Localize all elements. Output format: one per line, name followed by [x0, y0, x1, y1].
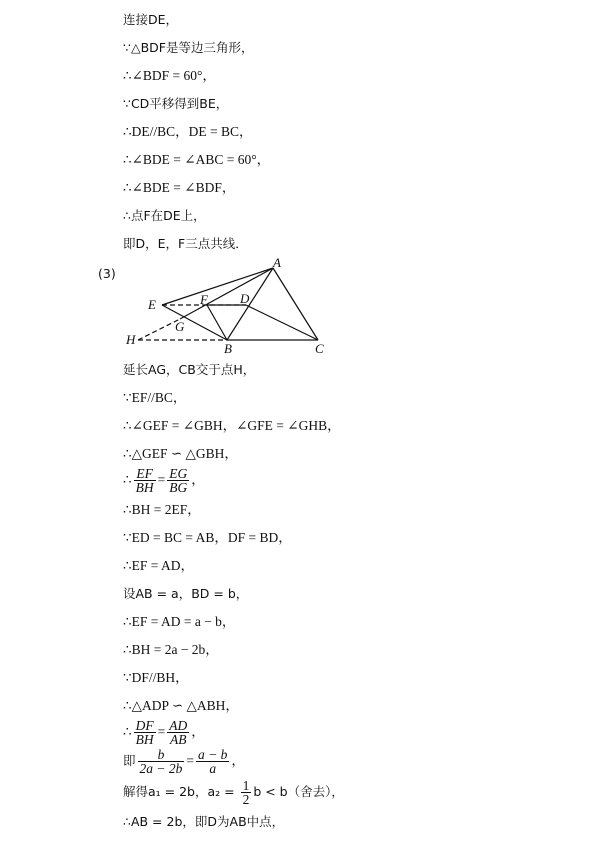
solution-line-fraction: ∴ $\frac{DF}{BH}$ = $\frac{AD}{AB}$ ， — [123, 718, 205, 747]
solution-line: ∵EF//BC， — [123, 390, 187, 405]
point-label-E: E — [148, 297, 156, 312]
part-label: (3) — [98, 266, 116, 281]
geometry-figure — [120, 256, 340, 356]
point-label-F: F — [200, 292, 208, 307]
fraction: $\frac{EF}{BH}$ — [135, 466, 154, 495]
solution-line: ∴∠BDE = ∠BDF， — [123, 180, 236, 195]
solution-line: ∵△BDF是等边三角形， — [123, 40, 254, 55]
solution-line: ∴∠GEF = ∠GBH，∠GFE = ∠GHB， — [123, 418, 341, 433]
solution-line: ∵CD平移得到BE， — [123, 96, 229, 111]
segment-HG-dashed — [138, 319, 180, 340]
solution-line-fraction: 解得a₁ = 2b，a₂ = $\frac{1}{2}$ b < b（舍去）， — [123, 778, 344, 807]
fraction: $\frac{DF}{BH}$ — [135, 718, 154, 747]
solution-line: 连接DE， — [123, 12, 179, 27]
solution-line: ∵DF//BH， — [123, 670, 189, 685]
solution-line: ∴EF = AD， — [123, 558, 194, 573]
point-label-A: A — [273, 256, 281, 270]
segment-AE — [162, 268, 273, 305]
solution-line-fraction: ∴ $\frac{EF}{BH}$ = $\frac{EG}{BG}$ ， — [123, 466, 205, 495]
solution-line-fraction: 即 $\frac{b}{2a - 2b}$ = $\frac{a - b}{a}$ ， — [123, 747, 245, 776]
point-label-H: H — [126, 332, 136, 347]
solution-line: ∴∠BDE = ∠ABC = 60°， — [123, 152, 271, 167]
fraction: $\frac{a - b}{a}$ — [198, 747, 228, 776]
fraction: $\frac{b}{2a - 2b}$ — [139, 747, 183, 776]
solution-line: ∵ED = BC = AB，DF = BD， — [123, 530, 292, 545]
solution-line: ∴∠BDF = 60°， — [123, 68, 216, 83]
solution-line: 设AB = a，BD = b， — [123, 586, 249, 601]
point-label-D: D — [240, 291, 250, 306]
solution-line: 即D，E，F三点共线． — [123, 236, 248, 251]
solution-line: ∴AB = 2b，即D为AB中点， — [123, 814, 285, 829]
solution-line: ∴BH = 2EF， — [123, 502, 201, 517]
fraction: $\frac{EG}{BG}$ — [169, 466, 188, 495]
solution-line: ∴△ADP ∽ △ABH， — [123, 698, 239, 713]
solution-line: ∴点F在DE上， — [123, 208, 206, 223]
solution-line: ∴EF = AD = a − b， — [123, 614, 236, 629]
solution-line: ∴BH = 2a − 2b， — [123, 642, 219, 657]
fraction: $\frac{1}{2}$ — [242, 778, 250, 807]
solution-line: ∴DE//BC，DE = BC， — [123, 124, 253, 139]
segment-AB — [227, 268, 273, 340]
point-label-C: C — [315, 341, 324, 356]
point-label-G: G — [175, 319, 185, 334]
fraction: $\frac{AD}{AB}$ — [169, 718, 188, 747]
solution-line: ∴△GEF ∽ △GBH， — [123, 446, 238, 461]
point-label-B: B — [224, 341, 232, 356]
solution-line: 延长AG，CB交于点H， — [123, 362, 256, 377]
